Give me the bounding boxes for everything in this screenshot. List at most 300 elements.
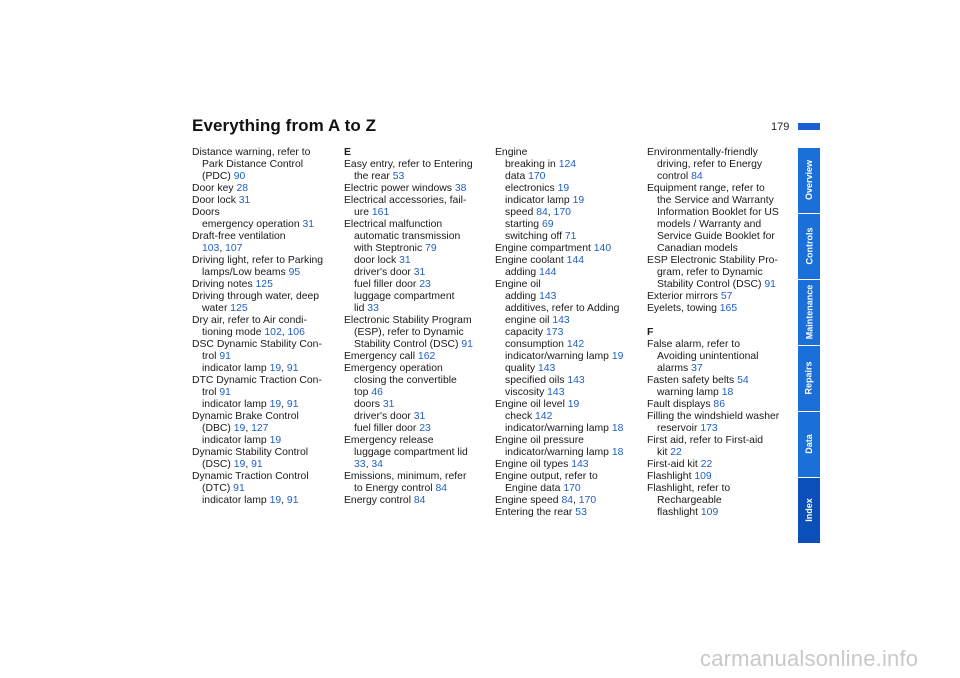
page-reference-link[interactable]: 91: [233, 483, 245, 494]
index-entry-text: (DTC): [202, 483, 234, 494]
index-entry-text: Electrical accessories, fail-: [344, 195, 467, 206]
index-entry: 33, 34: [354, 459, 383, 470]
page-reference-link[interactable]: 170: [553, 207, 571, 218]
index-entry-text: First aid, refer to First-aid: [647, 435, 764, 446]
index-entry: [647, 339, 789, 351]
index-entry-text: driver's door: [354, 267, 414, 278]
index-entry: [344, 219, 486, 231]
page-reference-link[interactable]: 143: [571, 459, 589, 470]
index-entry: [192, 339, 334, 351]
page-reference-link[interactable]: 19: [557, 183, 570, 194]
page-reference-link[interactable]: 31: [382, 399, 395, 410]
page-reference-link[interactable]: 143: [537, 363, 556, 374]
page-reference-link[interactable]: 91: [286, 399, 299, 410]
index-entry-text: First-aid kit: [647, 459, 701, 470]
index-entry: [344, 483, 486, 495]
index-entry-text: Entering the rear: [495, 507, 576, 518]
index-entry-text: Environmentally-friendly: [647, 147, 758, 158]
page-reference-link[interactable]: 18: [611, 447, 624, 458]
index-entry-text: Dynamic Traction Control: [192, 471, 309, 482]
index-entry-text: switching off: [505, 231, 565, 242]
page-reference-link[interactable]: 54: [737, 375, 749, 386]
index-entry: [647, 375, 789, 387]
index-entry-text: DSC Dynamic Stability Con-: [192, 339, 322, 350]
index-entry: [495, 351, 637, 363]
page-reference-link[interactable]: 57: [720, 291, 733, 302]
index-entry: [647, 483, 789, 495]
page-reference-link[interactable]: 144: [566, 255, 584, 266]
index-entry: [647, 303, 789, 315]
page-reference-link[interactable]: 84: [561, 495, 574, 506]
page-reference-link[interactable]: 170: [528, 171, 546, 182]
index-entry: [495, 267, 637, 279]
page-reference-link[interactable]: 161: [371, 207, 390, 218]
index-entry: [344, 387, 486, 399]
page-reference-link[interactable]: 69: [541, 219, 554, 230]
index-entry: [495, 195, 637, 207]
index-entry: (DBC) 19, 127: [202, 423, 269, 434]
index-entry-text: quality: [505, 363, 538, 374]
index-entry: [495, 459, 637, 471]
index-entry: [647, 435, 789, 447]
index-entry-text: indicator/warning lamp: [505, 447, 612, 458]
index-entry-text: indicator lamp: [202, 399, 270, 410]
index-entry-text: False alarm, refer to: [647, 339, 740, 350]
index-column-1: [192, 147, 334, 507]
page-reference-link[interactable]: 127: [251, 423, 269, 434]
index-entry-text: breaking in: [505, 159, 559, 170]
index-entry-text: Canadian models: [657, 243, 738, 254]
index-entry-text: Driving through water, deep: [192, 291, 320, 302]
index-entry: [192, 219, 334, 231]
page-reference-link[interactable]: 102: [264, 327, 282, 338]
page-reference-link[interactable]: 109: [694, 471, 712, 482]
page-reference-link[interactable]: 33: [367, 303, 379, 314]
index-entry: [495, 339, 637, 351]
index-entry: [344, 231, 486, 243]
index-entry-text: indicator lamp: [505, 195, 573, 206]
page-reference-link[interactable]: 31: [413, 411, 426, 422]
index-entry: [344, 303, 486, 315]
index-entry-text: Flashlight, refer to: [647, 483, 731, 494]
index-entry: [344, 399, 486, 411]
index-entry: [495, 447, 637, 459]
page-reference-link[interactable]: 53: [392, 171, 405, 182]
page-title: Everything from A to Z: [192, 116, 377, 135]
index-entry-text: Engine oil level: [495, 399, 568, 410]
page-accent-bar: [798, 123, 820, 130]
page-reference-link[interactable]: 91: [251, 459, 263, 470]
index-entry: indicator lamp 19, 91: [202, 363, 299, 374]
index-entry: [192, 471, 334, 483]
index-entry: [647, 231, 789, 243]
page-reference-link[interactable]: 19: [233, 423, 246, 434]
section-tab-label: Index: [804, 498, 815, 523]
index-column-4: [647, 147, 789, 519]
index-entry-text: Dry air, refer to Air condi-: [192, 315, 307, 326]
page-reference-link[interactable]: 23: [419, 423, 431, 434]
index-entry-text: adding: [505, 267, 540, 278]
index-entry: [647, 495, 789, 507]
section-tab-maintenance[interactable]: [798, 280, 820, 345]
index-entry-text: adding: [505, 291, 540, 302]
page-reference-link[interactable]: 143: [567, 375, 585, 386]
index-entry-text: indicator lamp: [202, 435, 270, 446]
index-entry: [344, 351, 486, 363]
page-reference-link[interactable]: 170: [563, 483, 581, 494]
index-entry: [344, 435, 486, 447]
index-entry: [647, 183, 789, 195]
index-entry: [647, 279, 789, 291]
index-entry-text: Equipment range, refer to: [647, 183, 765, 194]
index-entry: [192, 483, 334, 495]
page-reference-link[interactable]: 53: [575, 507, 587, 518]
index-entry-text: Door lock: [192, 195, 239, 206]
page-reference-link[interactable]: 140: [593, 243, 612, 254]
index-entry-text: Driving light, refer to Parking: [192, 255, 324, 266]
index-entry: [344, 207, 486, 219]
page-reference-link[interactable]: 19: [611, 351, 624, 362]
index-entry: [344, 411, 486, 423]
index-entry-text: top: [354, 387, 372, 398]
index-entry-text: Avoiding unintentional: [657, 351, 759, 362]
index-entry-text: Door key: [192, 183, 237, 194]
index-entry: [647, 267, 789, 279]
index-entry-text: lid: [354, 303, 368, 314]
index-entry-text: ESP Electronic Stability Pro-: [647, 255, 778, 266]
page-reference-link[interactable]: 22: [670, 447, 682, 458]
index-entry: [647, 147, 789, 159]
index-entry: [647, 507, 789, 519]
page-reference-link[interactable]: 91: [219, 351, 231, 362]
index-entry: [495, 423, 637, 435]
index-entry-text: Park Distance Control: [202, 159, 304, 170]
index-entry-text: Stability Control (DSC): [354, 339, 462, 350]
page-reference-link[interactable]: 124: [558, 159, 577, 170]
index-entry: [192, 303, 334, 315]
index-entry: speed 84, 170: [505, 207, 571, 218]
index-entry: [192, 255, 334, 267]
page-reference-link[interactable]: 28: [236, 183, 249, 194]
page-reference-link[interactable]: 19: [572, 195, 585, 206]
page-reference-link[interactable]: 19: [269, 495, 282, 506]
index-entry: [647, 195, 789, 207]
index-entry: tioning mode 102, 106: [202, 327, 305, 338]
index-entry-text: specified oils: [505, 375, 568, 386]
index-entry-text: viscosity: [505, 387, 548, 398]
page-reference-link[interactable]: 91: [461, 339, 473, 350]
index-entry: [647, 363, 789, 375]
index-entry-text: Exterior mirrors: [647, 291, 721, 302]
index-entry-text: Service Guide Booklet for: [657, 231, 775, 242]
index-entry: [647, 351, 789, 363]
index-entry-text: the rear: [354, 171, 393, 182]
index-entry: [192, 315, 334, 327]
section-tab-index[interactable]: [798, 478, 820, 543]
page-reference-link[interactable]: 33: [354, 459, 366, 470]
index-entry-text: Emergency call: [344, 351, 418, 362]
index-entry-text: Engine oil types: [495, 459, 572, 470]
page-reference-link[interactable]: 38: [454, 183, 467, 194]
index-entry-text: ure: [354, 207, 372, 218]
index-entry-text: Rechargeable: [657, 495, 722, 506]
index-entry-text: Flashlight: [647, 471, 695, 482]
index-entry: [495, 471, 637, 483]
page-reference-link[interactable]: 95: [288, 267, 301, 278]
page-reference-link[interactable]: 86: [713, 399, 725, 410]
index-entry: [344, 291, 486, 303]
index-entry-text: capacity: [505, 327, 547, 338]
index-entry-text: (DBC): [202, 423, 234, 434]
index-entry: [647, 411, 789, 423]
index-entry-text: (ESP), refer to Dynamic: [354, 327, 464, 338]
page-reference-link[interactable]: 46: [371, 387, 383, 398]
index-entry: [192, 231, 334, 243]
index-entry-text: DTC Dynamic Traction Con-: [192, 375, 322, 386]
index-entry: [192, 387, 334, 399]
index-entry: [192, 207, 334, 219]
index-entry: [192, 147, 334, 159]
index-entry-text: Emergency release: [344, 435, 434, 446]
index-entry: [495, 147, 637, 159]
page-reference-link[interactable]: 31: [238, 195, 251, 206]
page-reference-link[interactable]: 91: [219, 387, 231, 398]
page-reference-link[interactable]: 90: [233, 171, 246, 182]
index-entry-text: data: [505, 171, 529, 182]
index-entry-text: Draft-free ventilation: [192, 231, 286, 242]
index-entry-text: (DSC): [202, 459, 234, 470]
index-entry: [647, 387, 789, 399]
index-entry: [647, 399, 789, 411]
page-reference-link[interactable]: 143: [547, 387, 565, 398]
page-reference-link[interactable]: 22: [700, 459, 713, 470]
index-entry: [495, 327, 637, 339]
index-entry: [495, 387, 637, 399]
index-entry: [495, 435, 637, 447]
page-reference-link[interactable]: 19: [269, 435, 282, 446]
section-tab-label: Repairs: [804, 361, 814, 395]
index-letter-heading: [344, 147, 486, 159]
index-entry: [344, 255, 486, 267]
index-entry: [192, 183, 334, 195]
index-entry: [344, 195, 486, 207]
index-entry-text: closing the convertible: [354, 375, 457, 386]
index-entry-text: Dynamic Brake Control: [192, 411, 299, 422]
section-tab-controls[interactable]: [798, 214, 820, 279]
page-reference-link[interactable]: 106: [287, 327, 305, 338]
index-entry-text: (PDC): [202, 171, 234, 182]
section-tab-label: Controls: [804, 227, 814, 265]
index-entry: [495, 243, 637, 255]
index-entry: [647, 471, 789, 483]
index-spacer: [647, 315, 789, 327]
page-reference-link[interactable]: 142: [566, 339, 585, 350]
section-tab-repairs[interactable]: [798, 346, 820, 411]
page-reference-link[interactable]: 79: [425, 243, 437, 254]
index-entry: [192, 375, 334, 387]
index-entry-text: engine oil: [505, 315, 553, 326]
page-reference-link[interactable]: 173: [546, 327, 564, 338]
index-column-2: [344, 147, 486, 507]
page-reference-link[interactable]: 143: [552, 315, 570, 326]
index-entry: [495, 483, 637, 495]
index-entry-text: Engine compartment: [495, 243, 594, 254]
page-reference-link[interactable]: 84: [536, 207, 548, 218]
index-column-3: [495, 147, 637, 519]
index-entry-text: emergency operation: [202, 219, 303, 230]
index-entry: [344, 495, 486, 507]
index-entry-text: reservoir: [657, 423, 701, 434]
index-entry: [647, 255, 789, 267]
index-entry-text: Engine speed: [495, 495, 562, 506]
index-entry: [495, 315, 637, 327]
index-entry: [647, 291, 789, 303]
page-reference-link[interactable]: 91: [764, 279, 776, 290]
page-reference-link[interactable]: 71: [564, 231, 577, 242]
page-reference-link[interactable]: 170: [578, 495, 597, 506]
page-reference-link[interactable]: 125: [255, 279, 273, 290]
index-entry-text: Driving notes: [192, 279, 256, 290]
page-reference-link[interactable]: 162: [417, 351, 436, 362]
index-entry-text: gram, refer to Dynamic: [657, 267, 763, 278]
index-entry: [495, 279, 637, 291]
index-entry: [192, 171, 334, 183]
index-entry: [495, 507, 637, 519]
index-entry-text: automatic transmission: [354, 231, 461, 242]
index-entry-text: control: [657, 171, 692, 182]
index-entry-text: door lock: [354, 255, 400, 266]
page-reference-link[interactable]: 31: [399, 255, 411, 266]
index-entry-text: flashlight: [657, 507, 701, 518]
page-reference-link[interactable]: 84: [413, 495, 426, 506]
index-entry-text: kit: [657, 447, 671, 458]
index-entry: [495, 171, 637, 183]
page-reference-link[interactable]: 18: [611, 423, 624, 434]
page-reference-link[interactable]: 19: [269, 363, 282, 374]
index-entry-text: driver's door: [354, 411, 414, 422]
index-entry: [344, 423, 486, 435]
index-entry: [344, 159, 486, 171]
index-entry: [495, 291, 637, 303]
page-reference-link[interactable]: 107: [225, 243, 243, 254]
page-reference-link[interactable]: 144: [539, 267, 557, 278]
page-reference-link[interactable]: 37: [691, 363, 703, 374]
index-entry: [495, 375, 637, 387]
index-entry: [344, 243, 486, 255]
index-entry: indicator lamp 19, 91: [202, 495, 299, 506]
index-entry: [344, 447, 486, 459]
index-entry-text: Emergency operation: [344, 363, 443, 374]
index-entry: [344, 339, 486, 351]
index-entry-text: with Steptronic: [354, 243, 426, 254]
index-entry: [344, 315, 486, 327]
index-entry-text: fuel filler door: [354, 423, 420, 434]
index-entry-text: indicator/warning lamp: [505, 423, 612, 434]
page-reference-link[interactable]: 84: [691, 171, 703, 182]
index-entry-text: Engine data: [505, 483, 564, 494]
index-entry-text: doors: [354, 399, 383, 410]
index-entry-text: trol: [202, 351, 220, 362]
index-entry-text: starting: [505, 219, 542, 230]
page-reference-link[interactable]: 23: [419, 279, 431, 290]
index-entry-text: the Service and Warranty: [657, 195, 774, 206]
page-reference-link[interactable]: 143: [539, 291, 557, 302]
index-entry-text: Doors: [192, 207, 220, 218]
index-entry-text: Information Booklet for US: [657, 207, 779, 218]
index-entry: [495, 399, 637, 411]
index-entry-text: Dynamic Stability Control: [192, 447, 309, 458]
page-reference-link[interactable]: 109: [700, 507, 719, 518]
index-entry-text: consumption: [505, 339, 567, 350]
section-tab-overview[interactable]: [798, 148, 820, 213]
page-reference-link[interactable]: 165: [719, 303, 738, 314]
index-entry: [192, 279, 334, 291]
index-entry: [344, 171, 486, 183]
section-tab-data[interactable]: [798, 412, 820, 477]
watermark: carmanualsonline.info: [700, 646, 919, 671]
page-reference-link[interactable]: 18: [721, 387, 734, 398]
index-entry-text: fuel filler door: [354, 279, 420, 290]
index-entry: [495, 411, 637, 423]
index-entry-text: indicator lamp: [202, 363, 270, 374]
index-entry: [344, 267, 486, 279]
index-entry-text: indicator/warning lamp: [505, 351, 612, 362]
index-entry: [344, 183, 486, 195]
index-entry-text: Electronic Stability Program: [344, 315, 472, 326]
page-reference-link[interactable]: 19: [233, 459, 246, 470]
index-entry-text: Engine coolant: [495, 255, 567, 266]
page-reference-link[interactable]: 103: [202, 243, 220, 254]
index-entry-text: Electric power windows: [344, 183, 455, 194]
index-entry: [344, 363, 486, 375]
index-entry-text: Engine oil: [495, 279, 541, 290]
index-entry: [192, 267, 334, 279]
page-reference-link[interactable]: 19: [269, 399, 282, 410]
section-tab-label: Overview: [804, 160, 814, 201]
page-reference-link[interactable]: 31: [302, 219, 315, 230]
index-entry-text: Filling the windshield washer: [647, 411, 780, 422]
index-entry-text: luggage compartment lid: [354, 447, 468, 458]
index-entry: [647, 219, 789, 231]
index-entry: [344, 375, 486, 387]
page-reference-link[interactable]: 125: [230, 303, 248, 314]
index-entry: [495, 219, 637, 231]
index-entry-text: alarms: [657, 363, 692, 374]
index-entry-text: Easy entry, refer to Entering: [344, 159, 473, 170]
index-entry-text: to Energy control: [354, 483, 436, 494]
page-reference-link[interactable]: 91: [286, 363, 299, 374]
page-reference-link[interactable]: 19: [567, 399, 580, 410]
page-number: 179: [771, 121, 790, 133]
index-entry-text: lamps/Low beams: [202, 267, 289, 278]
index-entry: [344, 279, 486, 291]
index-entry-text: Stability Control (DSC): [657, 279, 765, 290]
page-reference-link[interactable]: 34: [371, 459, 383, 470]
page-reference-link[interactable]: 31: [413, 267, 426, 278]
index-entry-text: E: [344, 147, 351, 158]
index-entry-text: Emissions, minimum, refer: [344, 471, 467, 482]
index-entry: [495, 231, 637, 243]
index-entry-text: Energy control: [344, 495, 414, 506]
index-entry-text: luggage compartment: [354, 291, 455, 302]
page-reference-link[interactable]: 84: [435, 483, 447, 494]
page-reference-link[interactable]: 91: [286, 495, 299, 506]
page-reference-link[interactable]: 173: [700, 423, 718, 434]
index-entry-text: Distance warning, refer to: [192, 147, 311, 158]
index-entry: [192, 291, 334, 303]
index-entry: [495, 255, 637, 267]
page-reference-link[interactable]: 142: [535, 411, 553, 422]
